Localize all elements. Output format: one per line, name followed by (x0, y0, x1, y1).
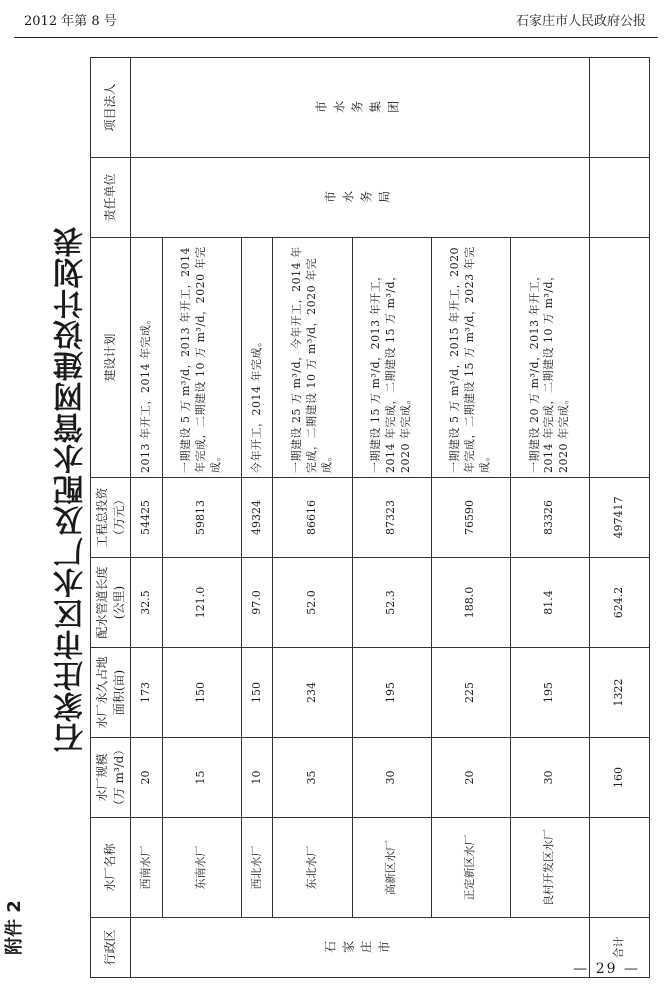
pipe-length-cell: 81.4 (510, 558, 589, 648)
investment-cell: 76590 (431, 478, 510, 558)
page-number: — 29 — (573, 961, 640, 977)
investment-cell: 54425 (131, 478, 163, 558)
area-cell: 225 (431, 648, 510, 738)
col-area: 水厂永久占地面积(亩) (91, 648, 131, 738)
district-cell: 石家庄市 (131, 918, 590, 978)
total-row (590, 58, 650, 978)
area-cell: 150 (241, 648, 273, 738)
plan-cell: 2013 年开工，2014 年完成。 (131, 238, 163, 478)
scale-cell: 35 (273, 738, 352, 818)
area-cell: 195 (352, 648, 431, 738)
total-invest-cell: 497417 (590, 478, 650, 558)
scale-cell: 15 (162, 738, 241, 818)
plant-name-cell: 良村开发区水厂 (510, 818, 589, 918)
plant-name-cell: 高新区水厂 (352, 818, 431, 918)
page-title: 石家庄市区水厂及配水管网建设计划表 (54, 226, 89, 754)
col-plant: 水厂名称 (91, 818, 131, 918)
investment-cell: 59813 (162, 478, 241, 558)
plant-name-cell: 西南水厂 (131, 818, 163, 918)
responsible-unit-cell: 市水务局 (131, 158, 590, 238)
area-cell: 173 (131, 648, 163, 738)
col-scale: 水厂规模（万 m³/d） (91, 738, 131, 818)
plan-cell: 一期建设 20 万 m³/d，2013 年开工，2014 年完成，二期建设 10 万 m³/d，2020 年完成。 (510, 238, 589, 478)
scale-cell: 20 (131, 738, 163, 818)
col-district: 行政区 (91, 918, 131, 978)
pipe-length-cell: 32.5 (131, 558, 163, 648)
plan-cell: 一期建设 5 万 m³/d，2013 年开工，2014 年完成，二期建设 10 万 m³/d，2020 年完成。 (162, 238, 241, 478)
legal-person-cell: 市水务集团 (131, 58, 590, 158)
table-body (131, 58, 650, 978)
col-legal: 项目法人 (91, 58, 131, 158)
total-legal-cell (590, 58, 650, 158)
investment-cell: 86616 (273, 478, 352, 558)
total-pipe-cell: 624.2 (590, 558, 650, 648)
total-plant-cell (590, 818, 650, 918)
pipe-length-cell: 97.0 (241, 558, 273, 648)
total-scale-cell: 160 (590, 738, 650, 818)
col-invest: 工程总投资（万元） (91, 478, 131, 558)
scale-cell: 30 (510, 738, 589, 818)
total-unit-cell (590, 158, 650, 238)
total-area-cell: 1322 (590, 648, 650, 738)
area-cell: 195 (510, 648, 589, 738)
annex-label: 附件 2 (4, 900, 25, 955)
scale-cell: 10 (241, 738, 273, 818)
header-publication: 石家庄市人民政府公报 (515, 14, 646, 29)
table-row (131, 58, 163, 978)
header-issue: 2012 年第 8 号 (24, 14, 117, 29)
total-plan-cell (590, 238, 650, 478)
pipe-length-cell: 188.0 (431, 558, 510, 648)
plan-table (90, 57, 650, 978)
plan-cell: 今年开工，2014 年完成。 (241, 238, 273, 478)
header-rule (14, 37, 658, 38)
investment-cell: 49324 (241, 478, 273, 558)
table-container (90, 58, 650, 978)
total-label-cell: 合计 (590, 918, 650, 978)
pipe-length-cell: 52.0 (273, 558, 352, 648)
investment-cell: 87323 (352, 478, 431, 558)
col-pipe: 配水管道长度(公里) (91, 558, 131, 648)
plant-name-cell: 东北水厂 (273, 818, 352, 918)
plan-cell: 一期建设 15 万 m³/d，2013 年开工，2014 年完成，二期建设 15 万 m³/d，2020 年完成。 (352, 238, 431, 478)
pipe-length-cell: 52.3 (352, 558, 431, 648)
area-cell: 150 (162, 648, 241, 738)
pipe-length-cell: 121.0 (162, 558, 241, 648)
plan-cell: 一期建设 25 万 m³/d，今年开工，2014 年完成，二期建设 10 万 m³/d，2020 年完成。 (273, 238, 352, 478)
area-cell: 234 (273, 648, 352, 738)
scale-cell: 20 (431, 738, 510, 818)
plan-cell: 一期建设 5 万 m³/d，2015 年开工，2020 年完成，二期建设 15 万 m³/d，2023 年完成。 (431, 238, 510, 478)
plant-name-cell: 正定新区水厂 (431, 818, 510, 918)
plant-name-cell: 东南水厂 (162, 818, 241, 918)
col-plan: 建设计划 (91, 238, 131, 478)
scale-cell: 30 (352, 738, 431, 818)
col-unit: 责任单位 (91, 158, 131, 238)
investment-cell: 83326 (510, 478, 589, 558)
plant-name-cell: 西北水厂 (241, 818, 273, 918)
